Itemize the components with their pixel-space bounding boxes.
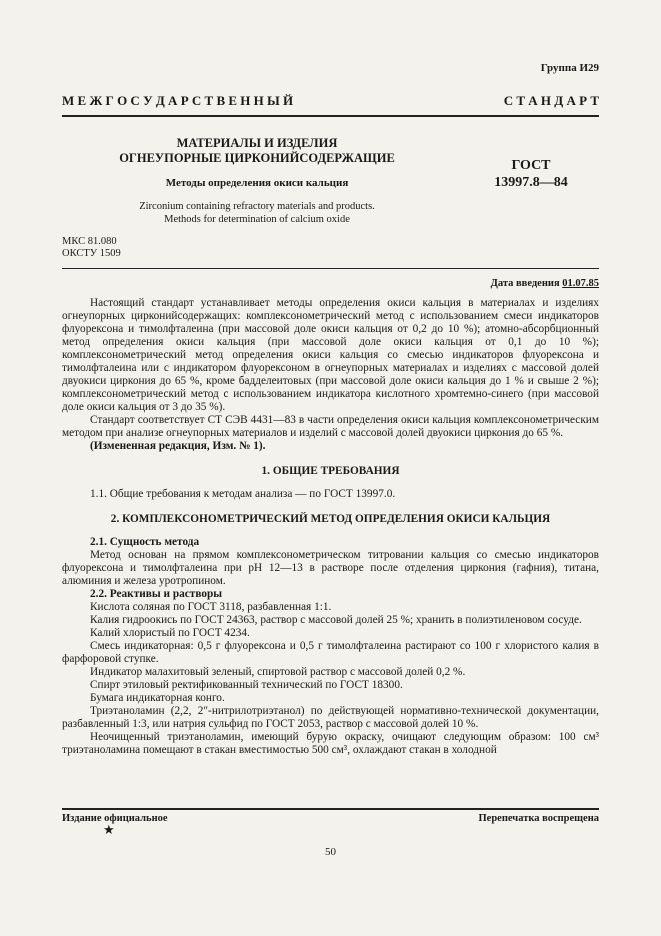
reagent-item: Индикатор малахитовый зеленый, спиртовой раствор с массовой долей 0,2 %. bbox=[90, 666, 466, 678]
banner-word-1: М Е Ж Г О С У Д А Р С Т В Е Н Н Ы Й bbox=[62, 93, 294, 108]
title-line-1: МАТЕРИАЛЫ И ИЗДЕЛИЯ bbox=[176, 136, 338, 150]
english-title-line-1: Zirconium containing refractory materials and products. bbox=[139, 201, 375, 212]
group-code: Группа И29 bbox=[540, 62, 599, 74]
effective-date bbox=[491, 278, 599, 289]
footer-rule bbox=[62, 808, 599, 810]
clause-2-1-heading: 2.1. Сущность метода bbox=[90, 536, 200, 548]
banner-word-2: С Т А Н Д А Р Т bbox=[503, 93, 599, 108]
reagent-item: Калий хлористый по ГОСТ 4234. bbox=[90, 627, 250, 639]
star-icon: ★ bbox=[103, 822, 115, 837]
section-2-heading: 2. КОМПЛЕКСОНОМЕТРИЧЕСКИЙ МЕТОД ОПРЕДЕЛЕНИЯ ОКИСИ КАЛЬЦИЯ bbox=[110, 513, 551, 525]
header-rule bbox=[62, 268, 599, 269]
reagent-item: Калия гидроокись по ГОСТ 24363, раствор с массовой долей 25 %; хранить в полиэтиленовом сосуде. bbox=[90, 614, 582, 626]
effective-date-value: 01.07.85 bbox=[562, 278, 599, 289]
okstu-code: ОКСТУ 1509 bbox=[62, 248, 121, 259]
document-title bbox=[62, 136, 452, 166]
standard-banner bbox=[62, 93, 599, 109]
gost-number: 13997.8—84 bbox=[494, 175, 568, 190]
reagent-item: Бумага индикаторная конго. bbox=[90, 692, 225, 704]
reagent-item: Смесь индикаторная: 0,5 г флуорексона и 0,5 г тимолфталеина растирают со 100 г хлористого калия в фарфоровой ступке. bbox=[62, 640, 599, 665]
section-1-heading: 1. ОБЩИЕ ТРЕБОВАНИЯ bbox=[261, 465, 400, 477]
reprint-notice: Перепечатка воспрещена bbox=[478, 813, 599, 824]
amendment-note: (Измененная редакция, Изм. № 1). bbox=[90, 440, 266, 452]
english-title bbox=[62, 200, 452, 226]
reagent-item: Триэтаноламин (2,2, 2″-нитрилотриэтанол) по действующей нормативно-технической документации, разбавленный 1:3, или натрия сульфид по ГОСТ 2053, раствор с массовой долей 10 %. bbox=[62, 705, 599, 730]
top-rule bbox=[62, 115, 599, 117]
method-description: Метод основан на прямом комплексонометрическом титровании кальция со смесью индикаторов флуорексона и тимолфталеина при pH 12—13 в растворе после отделения циркония (гафния), титана, алюминия и железа уротропином. bbox=[62, 549, 599, 587]
mks-code: МКС 81.080 bbox=[62, 236, 117, 247]
classification-codes bbox=[62, 236, 121, 260]
english-title-line-2: Methods for determination of calcium oxide bbox=[164, 214, 350, 225]
official-edition: Издание официальное bbox=[62, 813, 168, 824]
document-body bbox=[62, 297, 599, 757]
page-number: 50 bbox=[325, 846, 336, 858]
title-line-2: ОГНЕУПОРНЫЕ ЦИРКОНИЙСОДЕРЖАЩИЕ bbox=[119, 151, 395, 165]
gost-designation bbox=[470, 157, 592, 191]
reagent-item: Спирт этиловый ректификованный технический по ГОСТ 18300. bbox=[90, 679, 403, 691]
sev-paragraph: Стандарт соответствует СТ СЭВ 4431—83 в части определения окиси кальция комплексонометрическим методом при анализе огнеупорных материалов и изделий с массовой долей двуокиси циркония до 65 %. bbox=[62, 414, 599, 439]
reagent-item: Неочищенный триэтаноламин, имеющий бурую окраску, очищают следующим образом: 100 см³ триэтаноламина помещают в стакан вместимостью 500 см³, охлаждают стакан в холодной bbox=[62, 731, 599, 756]
gost-label: ГОСТ bbox=[511, 158, 551, 173]
clause-1-1: 1.1. Общие требования к методам анализа — по ГОСТ 13997.0. bbox=[90, 488, 396, 500]
effective-date-label: Дата введения bbox=[490, 278, 560, 289]
reagent-item: Кислота соляная по ГОСТ 3118, разбавленная 1:1. bbox=[90, 601, 332, 613]
clause-2-2-heading: 2.2. Реактивы и растворы bbox=[90, 588, 223, 600]
intro-paragraph: Настоящий стандарт устанавливает методы определения окиси кальция в материалах и изделиях огнеупорных цирконийсодержащих: комплексонометрический метод с использованием смеси индикаторов флуорексона и тимолфталеина (при массовой доле окиси кальция от 0,2 до 10 %); атомно-абсорбционный метод определения окиси кальция (при массовой доле окиси кальция от 0,1 до 10 %); комплексонометрический метод определения окиси кальция со смесью индикаторов флуорексона и тимолфталеина или с индикатором флуорексоном в огнеупорных материалах и изделиях с массовой долей двуокиси циркония до 65 %, кроме бадделеитовых (при массовой доле окиси кальция до 1 % и свыше 2 %); комплексонометрический метод с использованием индикатора кислотного хромтемно-синего (при массовой доле окиси кальция от 3 до 35 %). bbox=[62, 297, 599, 413]
document-subtitle: Методы определения окиси кальция bbox=[165, 177, 349, 189]
